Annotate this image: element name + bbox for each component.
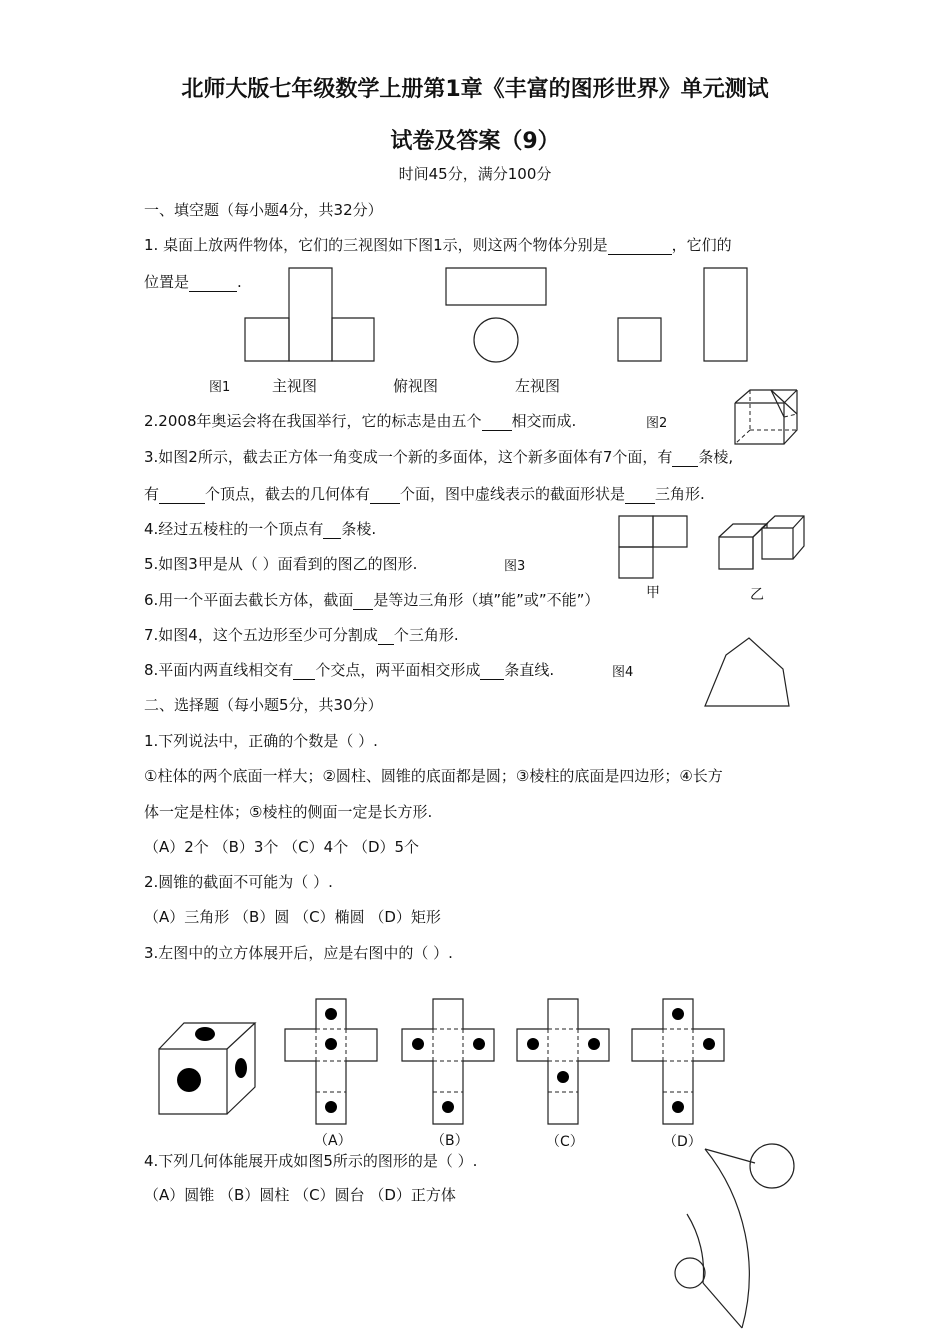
figure-3-jia-label: 甲 — [646, 585, 660, 601]
section-heading-multiple-choice: 二、选择题（每小题5分，共30分） — [144, 696, 383, 714]
question-2-1: 1.下列说法中，正确的个数是（ ）. — [144, 732, 378, 750]
q8-text-b: 个交点，两平面相交形成 — [315, 661, 481, 679]
net-label-c: （C） — [546, 1134, 584, 1150]
q7-text-a: 7.如图4，这个五边形至少可分割成 — [144, 626, 378, 644]
q3-text-f: 三角形. — [655, 485, 705, 503]
q8-text-a: 8.平面内两直线相交有 — [144, 661, 294, 679]
figure-3-yi-label: 乙 — [750, 587, 764, 603]
left-view-label: 左视图 — [515, 377, 561, 395]
question-2-1-statements-b: 体一定是柱体；⑤棱柱的侧面一定是长方形. — [144, 803, 433, 821]
section-heading-fill-in: 一、填空题（每小题4分，共32分） — [144, 201, 383, 219]
q1-text-c: 位置是 — [144, 273, 190, 291]
page-title-line2: 试卷及答案（9） — [390, 129, 560, 154]
question-2-3: 3.左图中的立方体展开后，应是右图中的（ ）. — [144, 944, 453, 962]
question-2-2: 2.圆锥的截面不可能为（ ）. — [144, 873, 333, 891]
exam-time-score: 时间45分，满分100分 — [398, 165, 552, 183]
figure-4-label: 图4 — [612, 665, 634, 680]
q1-text-b: ，它们的 — [671, 236, 732, 254]
q2-text-b: 相交而成. — [511, 412, 577, 430]
question-2-4-options: （A）圆锥 （B）圆柱 （C）圆台 （D）正方体 — [144, 1186, 456, 1204]
q7-text-b: 个三角形. — [393, 626, 459, 644]
question-1-5: 5.如图3甲是从（ ）面看到的图乙的图形. — [144, 555, 418, 573]
q1-text-end: . — [237, 273, 242, 291]
q3-text-c: 有 — [144, 485, 160, 503]
figure-2-label: 图2 — [646, 416, 668, 431]
question-2-2-options: （A）三角形 （B）圆 （C）椭圆 （D）矩形 — [144, 908, 441, 926]
q3-text-e: 个面，图中虚线表示的截面形状是 — [400, 485, 626, 503]
top-view-label: 俯视图 — [393, 377, 439, 395]
net-label-b: （B） — [431, 1133, 469, 1149]
net-label-a: （A） — [314, 1133, 352, 1149]
q4-text-a: 4.经过五棱柱的一个顶点有 — [144, 520, 324, 538]
q8-text-c: 条直线. — [504, 661, 555, 679]
page-title: 北师大版七年级数学上册第1章《丰富的图形世界》单元测试 — [181, 77, 769, 102]
q6-text-b: 是等边三角形（填”能”或”不能”） — [373, 591, 600, 609]
q6-text-a: 6.用一个平面去截长方体，截面 — [144, 591, 354, 609]
q4-text-b: 条棱. — [341, 520, 377, 538]
q3-text-d: 个顶点，截去的几何体有 — [205, 485, 371, 503]
question-2-1-statements-a: ①柱体的两个底面一样大；②圆柱、圆锥的底面都是圆；③棱柱的底面是四边形；④长方 — [144, 767, 723, 785]
question-2-1-options: （A）2个 （B）3个 （C）4个 （D）5个 — [144, 838, 420, 856]
figure-3-label: 图3 — [504, 559, 526, 574]
front-view-label: 主视图 — [272, 377, 318, 395]
q3-text-b: 条棱, — [698, 448, 734, 466]
question-2-4: 4.下列几何体能展开成如图5所示的图形的是（ ）. — [144, 1152, 478, 1170]
figure-1-label: 图1 — [209, 380, 231, 395]
q2-text-a: 2.2008年奥运会将在我国举行，它的标志是由五个 — [144, 412, 482, 430]
q1-text-a: 1. 桌面上放两件物体，它们的三视图如下图1示，则这两个物体分别是 — [144, 236, 608, 254]
q3-text-a: 3.如图2所示，截去正方体一角变成一个新的多面体，这个新多面体有7个面，有 — [144, 448, 673, 466]
net-label-d: （D） — [663, 1134, 702, 1150]
